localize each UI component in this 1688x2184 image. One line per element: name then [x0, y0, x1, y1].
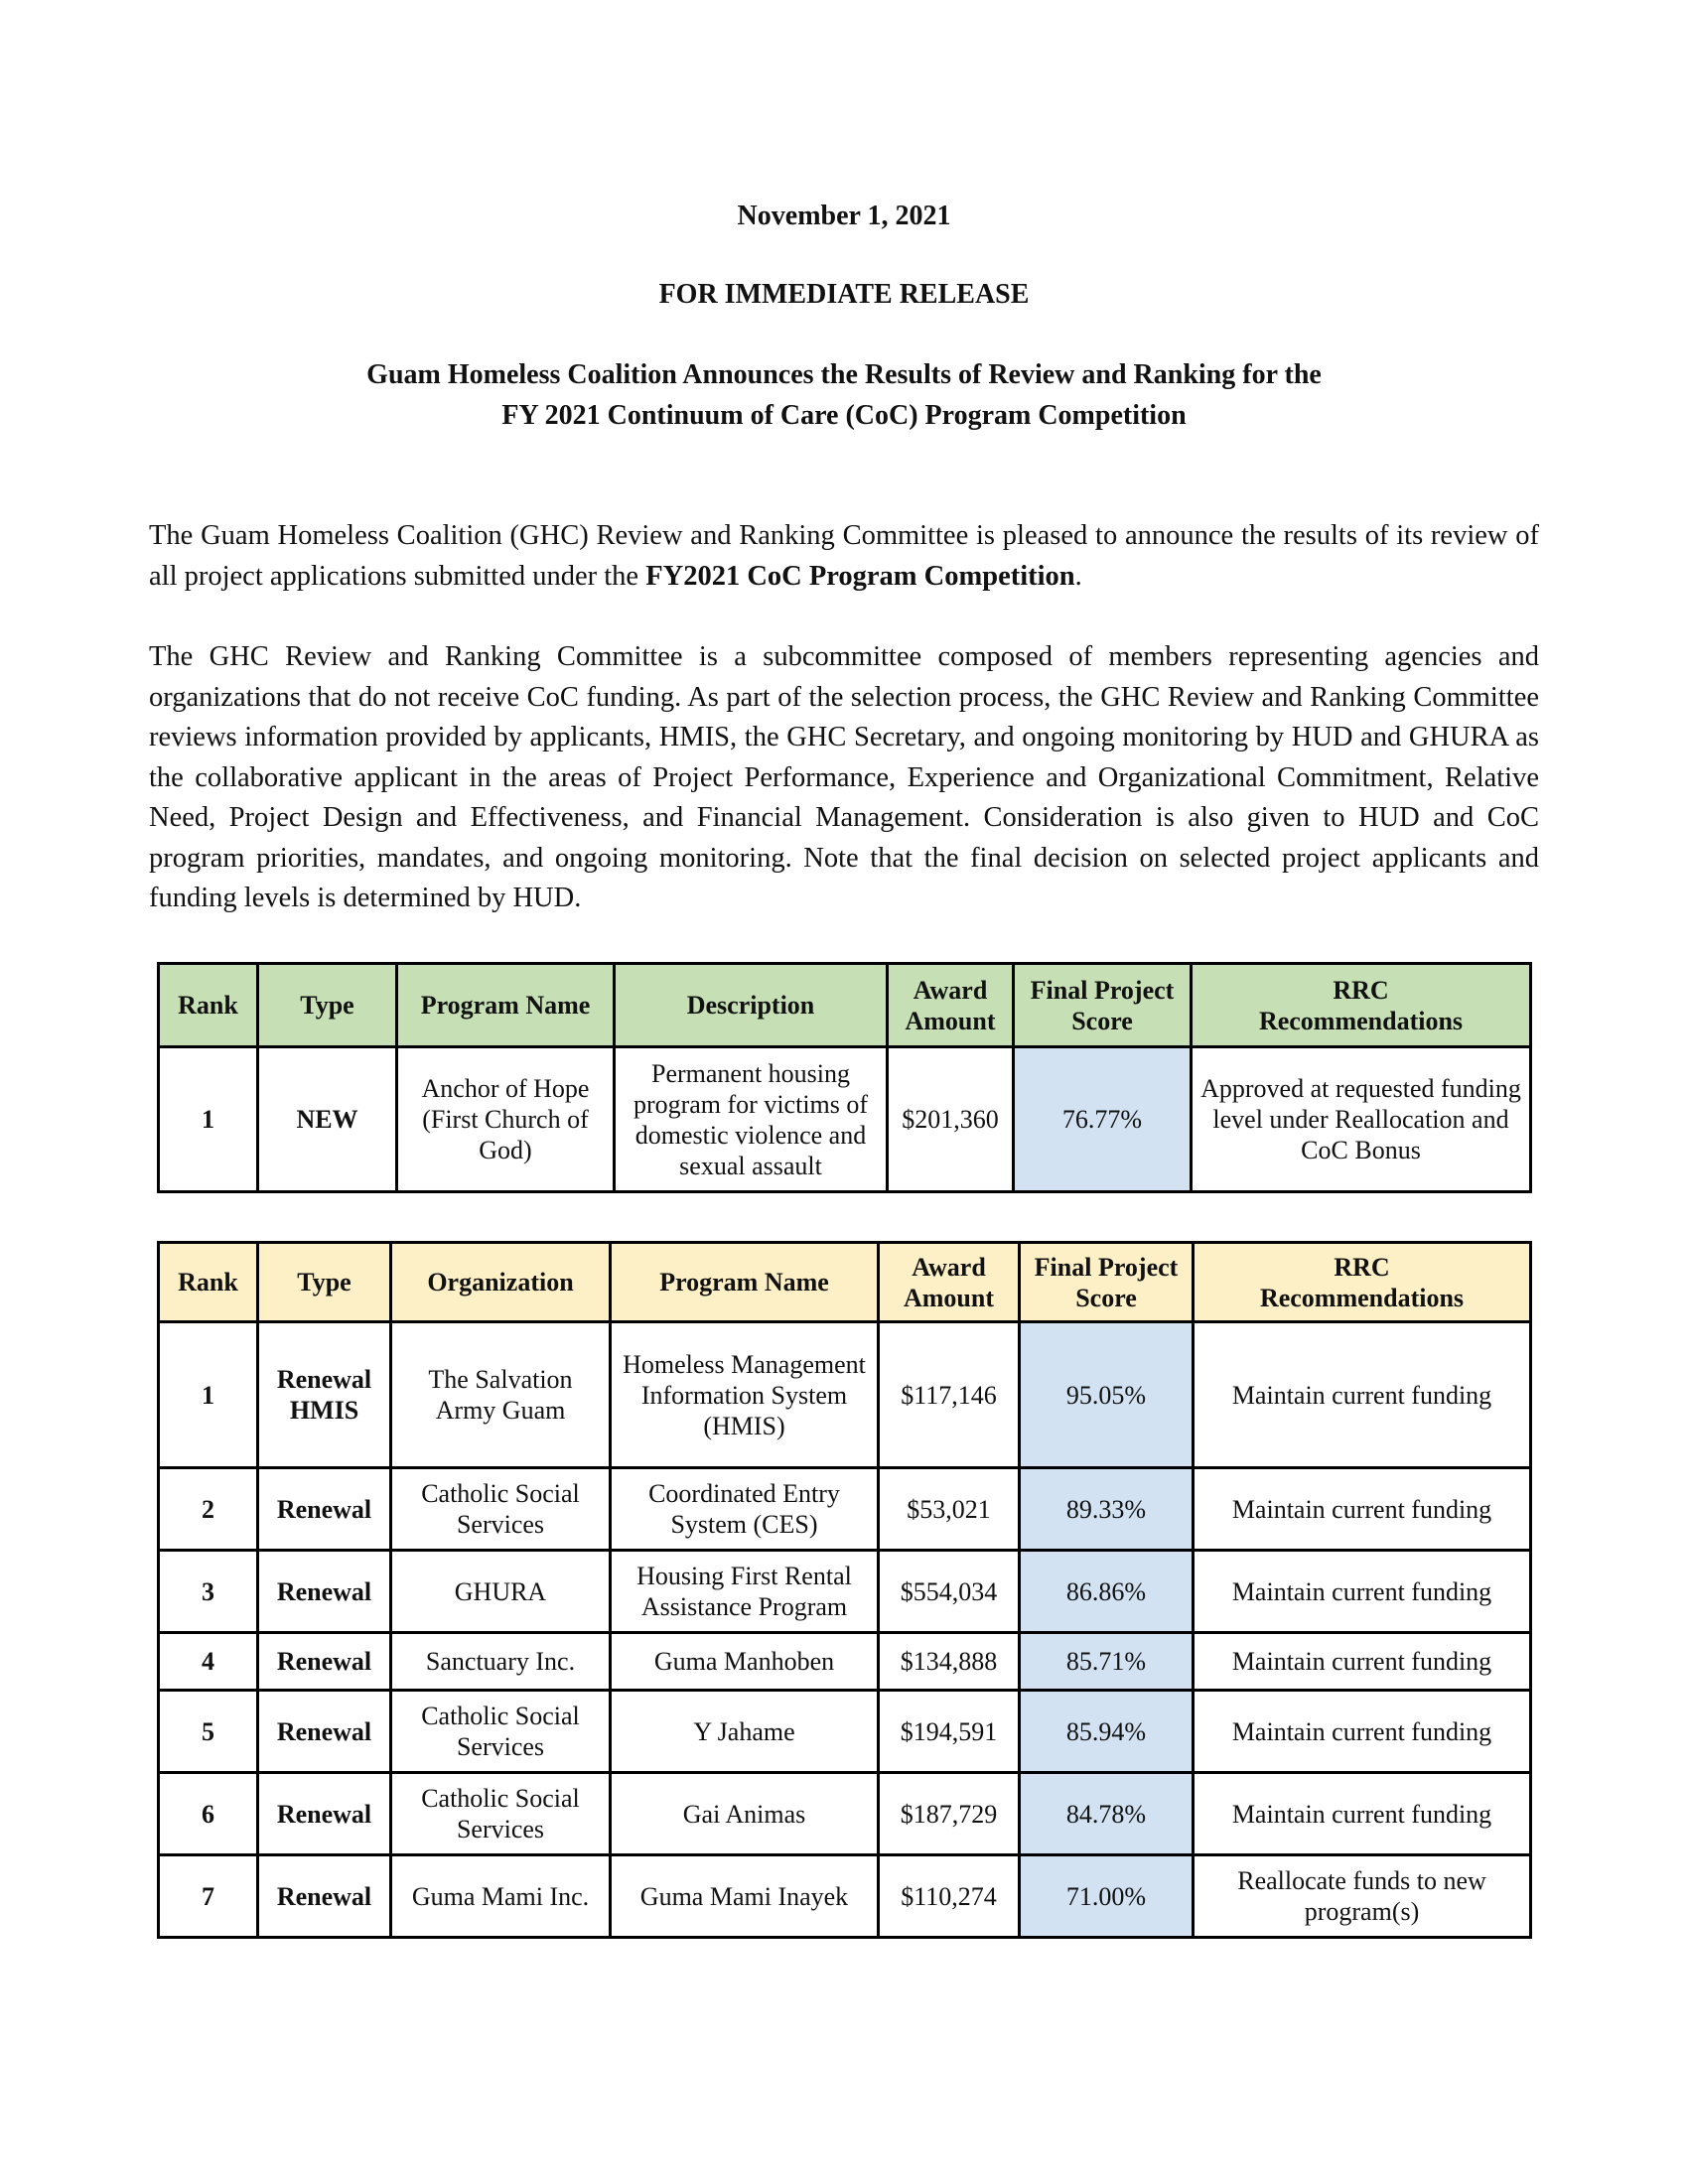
type-cell: Renewal HMIS — [258, 1322, 391, 1468]
type-cell: Renewal — [258, 1468, 391, 1551]
release-date: November 1, 2021 — [737, 201, 951, 231]
rrc-cell: Maintain current funding — [1194, 1691, 1531, 1773]
new-table-header — [159, 964, 1531, 1047]
type-cell: Renewal — [258, 1691, 391, 1773]
new-project-table — [157, 962, 1532, 1193]
col-final-score: Final Project Score — [1020, 1243, 1194, 1322]
col-rrc: RRC Recommendations — [1192, 964, 1531, 1047]
organization-cell: Catholic Social Services — [391, 1773, 611, 1855]
program-cell: Coordinated Entry System (CES) — [611, 1468, 879, 1551]
table-row — [159, 1047, 1531, 1192]
headline-line-2: FY 2021 Continuum of Care (CoC) Program Competition — [501, 400, 1187, 431]
rrc-cell: Maintain current funding — [1194, 1322, 1531, 1468]
rrc-cell: Maintain current funding — [1194, 1773, 1531, 1855]
award-cell: $117,146 — [879, 1322, 1020, 1468]
table-row — [159, 1468, 1531, 1551]
rrc-cell: Maintain current funding — [1194, 1633, 1531, 1691]
score-cell: 86.86% — [1020, 1551, 1194, 1633]
table-row — [159, 1691, 1531, 1773]
organization-cell: Sanctuary Inc. — [391, 1633, 611, 1691]
rank-cell: 6 — [159, 1773, 258, 1855]
intro-period: . — [1074, 560, 1082, 592]
col-rank: Rank — [159, 964, 258, 1047]
rank-cell: 3 — [159, 1551, 258, 1633]
rrc-cell: Approved at requested funding level under Reallocation and CoC Bonus — [1192, 1047, 1531, 1192]
table-row — [159, 1551, 1531, 1633]
program-cell: Housing First Rental Assistance Program — [611, 1551, 879, 1633]
score-cell: 89.33% — [1020, 1468, 1194, 1551]
score-cell: 71.00% — [1020, 1855, 1194, 1938]
headline-line-1: Guam Homeless Coalition Announces the Results of Review and Ranking for the — [366, 359, 1322, 390]
rrc-cell: Reallocate funds to new program(s) — [1194, 1855, 1531, 1938]
organization-cell: Catholic Social Services — [391, 1691, 611, 1773]
organization-cell: The Salvation Army Guam — [391, 1322, 611, 1468]
program-cell: Gai Animas — [611, 1773, 879, 1855]
rrc-cell: Maintain current funding — [1194, 1468, 1531, 1551]
rank-cell: 5 — [159, 1691, 258, 1773]
intro-text: The Guam Homeless Coalition (GHC) Review and Ranking Committee is pleased to announce the results of its review of all project applications submitted under the — [149, 520, 1539, 592]
rank-cell: 7 — [159, 1855, 258, 1938]
intro-paragraph — [149, 516, 1539, 597]
award-cell: $194,591 — [879, 1691, 1020, 1773]
col-rank: Rank — [159, 1243, 258, 1322]
award-cell: $134,888 — [879, 1633, 1020, 1691]
table-row — [159, 1633, 1531, 1691]
col-program-name: Program Name — [611, 1243, 879, 1322]
release-label: FOR IMMEDIATE RELEASE — [658, 279, 1030, 310]
type-cell: NEW — [258, 1047, 397, 1192]
award-cell: $110,274 — [879, 1855, 1020, 1938]
rrc-cell: Maintain current funding — [1194, 1551, 1531, 1633]
table-row — [159, 1855, 1531, 1938]
score-cell: 95.05% — [1020, 1322, 1194, 1468]
renewal-table-header — [159, 1243, 1531, 1322]
rank-cell: 2 — [159, 1468, 258, 1551]
award-cell: $53,021 — [879, 1468, 1020, 1551]
type-cell: Renewal — [258, 1855, 391, 1938]
competition-name: FY2021 CoC Program Competition — [645, 560, 1075, 592]
program-cell: Guma Mami Inayek — [611, 1855, 879, 1938]
col-type: Type — [258, 1243, 391, 1322]
col-rrc: RRC Recommendations — [1194, 1243, 1531, 1322]
table-row — [159, 1322, 1531, 1468]
program-cell: Y Jahame — [611, 1691, 879, 1773]
col-organization: Organization — [391, 1243, 611, 1322]
program-cell: Guma Manhoben — [611, 1633, 879, 1691]
score-cell: 76.77% — [1014, 1047, 1192, 1192]
organization-cell: Catholic Social Services — [391, 1468, 611, 1551]
organization-cell: Guma Mami Inc. — [391, 1855, 611, 1938]
col-type: Type — [258, 964, 397, 1047]
score-cell: 85.94% — [1020, 1691, 1194, 1773]
score-cell: 85.71% — [1020, 1633, 1194, 1691]
description-cell: Permanent housing program for victims of domestic violence and sexual assault — [615, 1047, 888, 1192]
type-cell: Renewal — [258, 1773, 391, 1855]
rank-cell: 1 — [159, 1322, 258, 1468]
committee-paragraph: The GHC Review and Ranking Committee is a subcommittee composed of members representing agencies and organizations that do not receive CoC funding. As part of the selection process, the GHC Review and Ranking Committee reviews information provided by applicants, HMIS, the GHC Secretary, and ongoing monitoring by HUD and GHURA as the collaborative applicant in the areas of Project Performance, Experience and Organizational Commitment, Relative Need, Project Design and Effectiveness, and Financial Management. Consideration is also given to HUD and CoC program priorities, mandates, and ongoing monitoring. Note that the final decision on selected project applicants and funding levels is determined by HUD. — [149, 641, 1539, 913]
renewal-project-table — [157, 1241, 1532, 1939]
program-cell: Homeless Management Information System (HMIS) — [611, 1322, 879, 1468]
col-award-amount: Award Amount — [888, 964, 1014, 1047]
col-award-amount: Award Amount — [879, 1243, 1020, 1322]
award-cell: $187,729 — [879, 1773, 1020, 1855]
score-cell: 84.78% — [1020, 1773, 1194, 1855]
award-cell: $554,034 — [879, 1551, 1020, 1633]
organization-cell: GHURA — [391, 1551, 611, 1633]
col-description: Description — [615, 964, 888, 1047]
type-cell: Renewal — [258, 1633, 391, 1691]
col-program-name: Program Name — [397, 964, 615, 1047]
table-row — [159, 1773, 1531, 1855]
col-final-score: Final Project Score — [1014, 964, 1192, 1047]
type-cell: Renewal — [258, 1551, 391, 1633]
rank-cell: 1 — [159, 1047, 258, 1192]
program-cell: Anchor of Hope (First Church of God) — [397, 1047, 615, 1192]
award-cell: $201,360 — [888, 1047, 1014, 1192]
rank-cell: 4 — [159, 1633, 258, 1691]
